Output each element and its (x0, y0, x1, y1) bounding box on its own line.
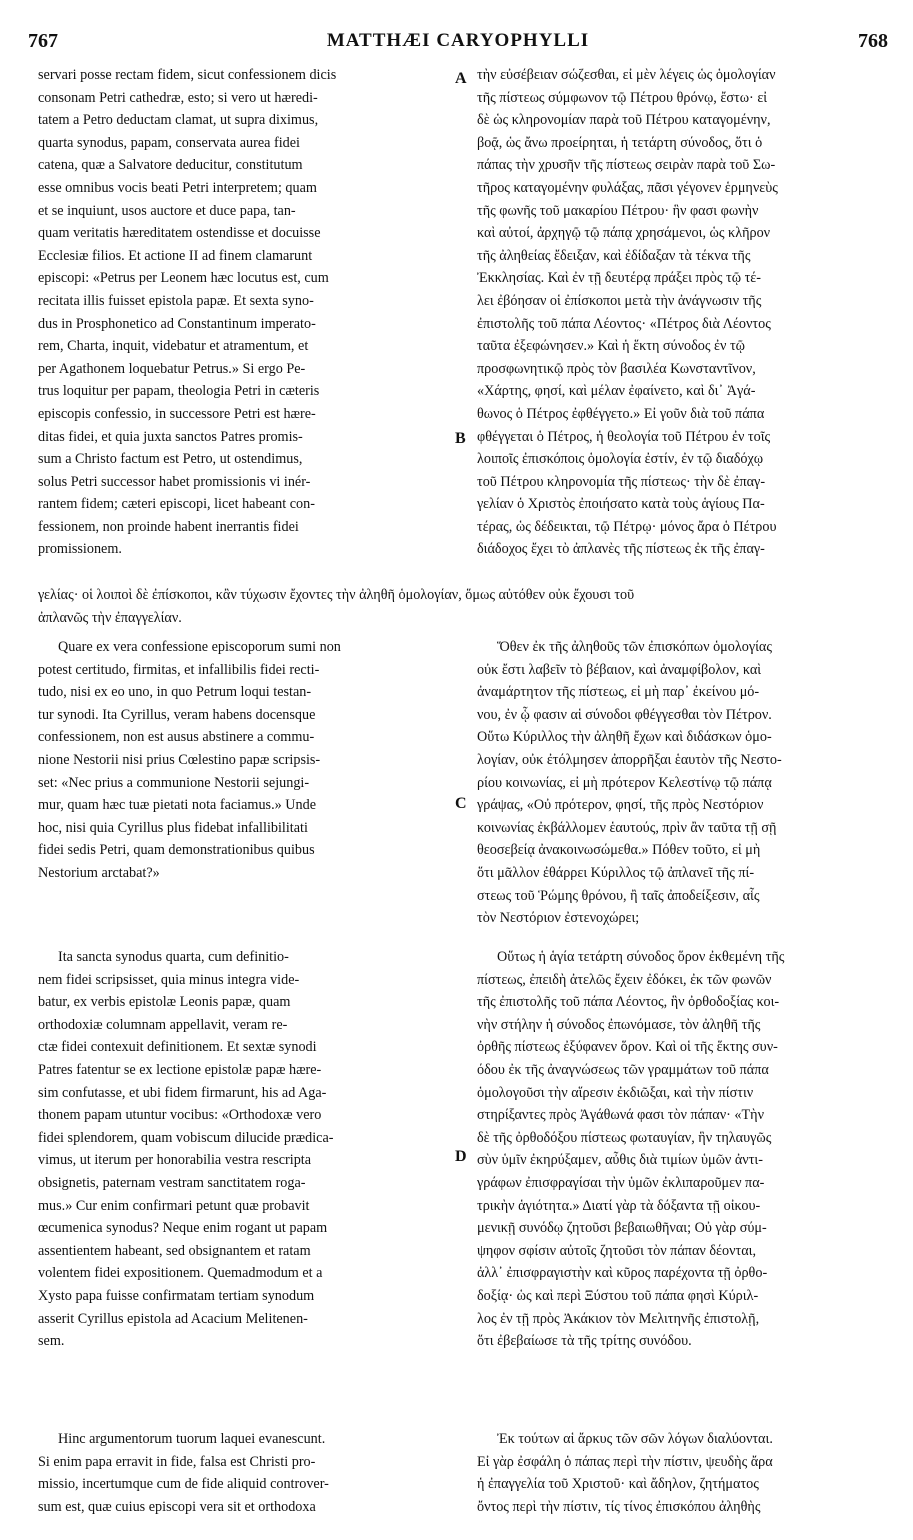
latin-column-block-1 (38, 64, 448, 561)
margin-letter-c: C (455, 795, 467, 812)
greek-column-block-1 (477, 64, 887, 561)
latin-column-block-2 (38, 636, 448, 885)
margin-letter-b: B (455, 430, 466, 447)
greek-column-block-4 (477, 1428, 887, 1518)
page-header (28, 30, 888, 54)
latin-column-block-3 (38, 946, 448, 1353)
greek-paragraph: τὴν εὐσέβειαν σώζεσθαι, εἰ μὲν λέγεις ὡς ὁμολογίαν τῆς πίστεως σύμφωνον τῷ Πέτρου θρόνῳ, ἔστω· εἰ δὲ ὡς κληρονομίαν παρὰ τοῦ Πέτρου καταγομένην, βοᾷ, ὡς ἄνω προείρηται, ἡ τετάρτη σύνοδος, ὅτι ὁ πάπας τὴν χρυσῆν τῆς πίστεως σειρὰν παρὰ τοῦ Σω- τῆρος καταγομένην φυλάξας, πᾶσι γέγονεν ἑρμηνεὺς τῆς φωνῆς τοῦ μακαρίου Πέτρου· ἣν φασι φωνὴν καὶ αὐτοί, ἀρχηγῷ τῷ πάπᾳ χρησάμενοι, ὡς κλῆρον τῆς ἀληθείας ἔδειξαν, καὶ ἐδίδαξαν τὰ τέκνα τῆς Ἐκκλησίας. Καὶ ἐν τῇ δευτέρᾳ πράξει πρὸς τῷ τέ- λει ἐβόησαν οἱ ἐπίσκοποι μετὰ τὴν ἀνάγνωσιν τῆς ἐπιστολῆς τοῦ πάπα Λέοντος· «Πέτρος διὰ Λέοντος ταῦτα ἐξεφώνησεν.» Καὶ ἡ ἕκτη σύνοδος ἐν τῷ προσφωνητικῷ πρὸς τὸν βασιλέα Κωνσταντῖνον, «Χάρτης, φησί, καὶ μέλαν ἐφαίνετο, καὶ δι᾽ Ἀγά- θωνος ὁ Πέτρος ἐφθέγγετο.» Εἰ γοῦν διὰ τοῦ πάπα φθέγγεται ὁ Πέτρος, ἡ θεολογία τοῦ Πέτρου ἐν τοῖς λοιποῖς ἐπισκόποις ὁμολογία ἐστίν, ἐν τῷ διαδόχῳ τοῦ Πέτρου κληρονομία τῆς πίστεως· τὴν δὲ ἐπαγ- γελίαν ὁ Χριστὸς ἐποιήσατο κατὰ τοὺς ἁγίους Πα- τέρας, ὡς δέδεικται, τῷ Πέτρῳ· μόνος ἄρα ὁ Πέτρου διάδοχος ἔχει τὸ ἀπλανὲς τῆς πίστεως ἐκ τῆς ἐπαγ- (477, 67, 778, 558)
greek-paragraph: Οὕτως ἡ ἁγία τετάρτη σύνοδος ὅρον ἐκθεμένη τῆς πίστεως, ἐπειδὴ ἀτελῶς ἔχειν ἐδόκει, ἐκ τῶν φωνῶν τῆς ἐπιστολῆς τοῦ πάπα Λέοντος, ἣν ὀρθοδοξίας κοι- νὴν στήλην ἡ σύνοδος ἐπωνόμασε, τὸν ἀληθῆ τῆς ὀρθῆς πίστεως ἐξύφανεν ὅρον. Καὶ οἱ τῆς ἕκτης συν- όδου ἐκ τῆς ἀναγνώσεως τῶν γραμμάτων τοῦ πάπα ὁμολογοῦσι τὴν αἵρεσιν ἐκδιῶξαι, καὶ τὴν πίστιν στηρίξαντες πρὸς Ἀγάθωνά φασι τὸν πάπαν· «Τὴν δὲ τῆς ὀρθοδόξου πίστεως φωταυγίαν, ἣν τηλαυγῶς σὺν ὑμῖν ἐκηρύξαμεν, αὖθις διὰ τιμίων ὑμῶν ἀντι- γράφων ἐπισφραγίσαι τὴν ὑμῶν ἐκλιπαροῦμεν πα- τρικὴν ἁγιότητα.» Διατί γὰρ τὰ δόξαντα τῇ οἰκου- μενικῇ συνόδῳ ζητοῦσι βεβαιωθῆναι; Οὐ γὰρ σύμ- ψηφον σφίσιν αὐτοῖς ζητοῦσι τὸν πάπαν δέονται, ἀλλ᾽ ἐπισφραγιστὴν καὶ κῦρος παρέχοντα τῇ ὀρθο- δοξίᾳ· ὡς καὶ περὶ Ξύστου τοῦ πάπα φησὶ Κύριλ- λος ἐν τῇ πρὸς Ἀκάκιον τὸν Μελιτηνῆς ἐπιστολῇ, ὅτι ἐβεβαίωσε τὰ τῆς τρίτης συνόδου. (477, 949, 785, 1350)
latin-paragraph: Ita sancta synodus quarta, cum definitio- nem fidei scripsisset, quia minus integra vide- batur, ex verbis epistolæ Leonis papæ, quam orthodoxiæ columnam appellavit, veram re- ctæ fidei contexuit definitionem. Et sextæ synodi Patres fatentur se ex lectione epistolæ papæ hære- sim confutasse, et ubi fidem firmarunt, his ad Aga- thonem papam utuntur vocibus: «Orthodoxæ vero fidei splendorem, quam vobiscum dilucide prædica- vimus, ut iterum per honorabilia vestra rescripta obsignetis, paternam vestram sanctitatem roga- mus.» Cur enim confirmari petunt quæ probavit œcumenica synodus? Neque enim rogant ut papam assentientem habeant, sed obsignantem et ratam volentem fidei expositionem. Quemadmodum et a Xysto papa fuisse confirmatam tertiam synodum asserit Cyrillus epistola ad Acacium Melitenen- sem. (38, 949, 334, 1350)
greek-continuation-line: γελίας· οἱ λοιποὶ δὲ ἐπίσκοποι, κἂν τύχωσιν ἔχοντες τὴν ἀληθῆ ὁμολογίαν, ὅμως αὐτόθεν οὐκ ἔχουσι τοῦ ἀπλανῶς τὴν ἐπαγγελίαν. (38, 587, 635, 626)
margin-letter-d: D (455, 1148, 467, 1165)
page-number-right: 768 (858, 30, 888, 52)
latin-paragraph: Hinc argumentorum tuorum laquei evanescunt. Si enim papa erravit in fide, falsa est Christi pro- missio, incertumque cum de fide aliquid controver- sum est, quæ cuius episcopi vera sit et orthodoxa (38, 1431, 329, 1515)
latin-column-block-4 (38, 1428, 448, 1518)
page-number-left: 767 (28, 30, 58, 52)
latin-paragraph: Quare ex vera confessione episcoporum sumi non potest certitudo, firmitas, et infallibilis fidei recti- tudo, nisi ex eo uno, in quo Petrum loqui testan- tur synodi. Ita Cyrillus, veram habens docensque confessionem, non est ausus abstinere a commu- nione Nestorii nisi prius Cœlestino papæ scripsis- set: «Nec prius a communione Nestorii sejungi- mur, quam hæc tuæ pietati nota faciamus.» Unde hoc, nisi quia Cyrillus plus fidebat infallibilitati fidei sedis Petri, quam demonstrationibus quibus Nestorium arctabat?» (38, 639, 341, 881)
greek-paragraph: Ὅθεν ἐκ τῆς ἀληθοῦς τῶν ἐπισκόπων ὁμολογίας οὐκ ἔστι λαβεῖν τὸ βέβαιον, καὶ ἀναμφίβολον, καὶ ἀναμάρτητον τῆς πίστεως, εἰ μὴ παρ᾽ ἐκείνου μό- νου, ἐν ᾧ φασιν αἱ σύνοδοι φθέγγεσθαι τὸν Πέτρον. Οὕτω Κύριλλος τὴν ἀληθῆ ἔχων καὶ διδάσκων ὁμο- λογίαν, οὐκ ἐτόλμησεν ἀπορρῆξαι ἑαυτὸν τῆς Νεστο- ρίου κοινωνίας, εἰ μὴ πρότερον Κελεστίνῳ τῷ πάπᾳ γράψας, «Οὐ πρότερον, φησί, τῆς πρὸς Νεστόριον κοινωνίας ἐκβάλλομεν ἑαυτούς, πρὶν ἂν ταῦτα τῇ σῇ θεοσεβείᾳ ἀνακοινωσώμεθα.» Πόθεν τοῦτο, εἰ μὴ ὅτι μᾶλλον ἐθάρρει Κύριλλος τῷ ἀπλανεῖ τῆς πί- στεως τοῦ Ῥώμης θρόνου, ἢ ταῖς ἀποδείξεσιν, αἷς τὸν Νεστόριον ἐστενοχώρει; (477, 639, 782, 927)
greek-paragraph: Ἐκ τούτων αἱ ἄρκυς τῶν σῶν λόγων διαλύονται. Εἰ γὰρ ἐσφάλη ὁ πάπας περὶ τὴν πίστιν, ψευδὴς ἄρα ἡ ἐπαγγελία τοῦ Χριστοῦ· καὶ ἄδηλον, ζητήματος ὄντος περὶ τὴν πίστιν, τίς τίνος ἐπισκόπου ἀληθὴς (477, 1431, 773, 1515)
margin-letter-a: A (455, 70, 467, 87)
latin-paragraph: servari posse rectam fidem, sicut confessionem dicis consonam Petri cathedræ, esto; si vero ut hæredi- tatem a Petro deductam clamat, ut supra diximus, quarta synodus, papam, conservata aurea fidei catena, quæ a Salvatore deducitur, constitutum esse omnibus vocis beati Petri interpretem; quam et se inquiunt, usos auctore et duce papa, tan- quam veritatis hæreditatem ostendisse et docuisse Ecclesiæ filios. Et actione II ad finem clamarunt episcopi: «Petrus per Leonem hæc locutus est, cum recitata illis fuisset epistola papæ. Et sexta syno- dus in Prosphonetico ad Constantinum imperato- rem, Charta, inquit, videbatur et atramentum, et per Agathonem loquebatur Petrus.» Si ergo Pe- trus loquitur per papam, theologia Petri in cæteris episcopis confessio, in successore Petri est hære- ditas fidei, et quia juxta sanctos Patres promis- sum a Christo factum est Petro, ut ostendimus, solus Petri successor habet promissionis vi inér- rantem fidem; cæteri episcopi, licet habeant con- fessionem, non proinde habent inerrantis fidei promissionem. (38, 67, 337, 558)
running-title: MATTHÆI CARYOPHYLLI (326, 30, 590, 51)
greek-column-block-3 (477, 946, 887, 1353)
greek-column-block-2 (477, 636, 887, 930)
